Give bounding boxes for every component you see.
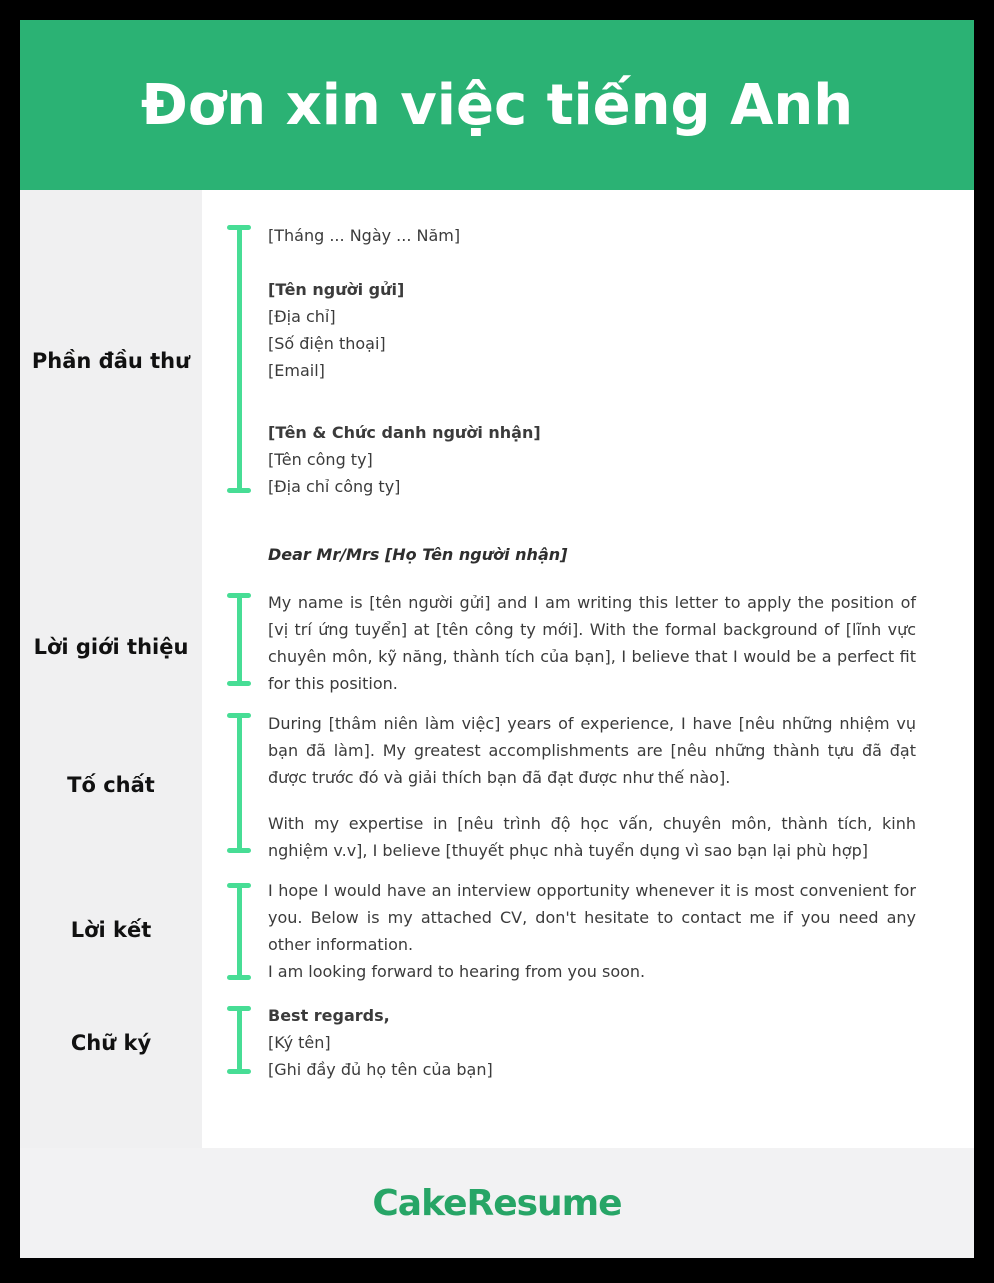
- closing-line: I am looking forward to hearing from you soon.: [268, 962, 646, 981]
- qualities-block: [268, 710, 916, 864]
- bracket-stem: [237, 1008, 242, 1072]
- footer: [20, 1148, 974, 1258]
- sender-name: [Tên người gửi]: [268, 280, 405, 299]
- date-line: [Tháng ... Ngày ... Năm]: [268, 226, 461, 245]
- sidebar-label-introduction: Lời giới thiệu: [33, 635, 189, 659]
- bracket-stem: [237, 595, 242, 684]
- bracket-introduction: [227, 593, 251, 686]
- sender-phone: [Số điện thoại]: [268, 334, 386, 353]
- salutation: Dear Mr/Mrs [Họ Tên người nhận]: [268, 545, 568, 564]
- bracket-signature: [227, 1006, 251, 1074]
- closing-block: [268, 877, 916, 985]
- recipient-company-address: [Địa chỉ công ty]: [268, 477, 401, 496]
- bracket-stem: [237, 715, 242, 851]
- sender-block: [268, 276, 916, 384]
- signoff: Best regards,: [268, 1006, 390, 1025]
- cakeresume-logo: CakeResume: [372, 1182, 622, 1224]
- sidebar-label-closing: Lời kết: [70, 918, 152, 942]
- bracket-stem: [237, 227, 242, 491]
- recipient-block: [268, 419, 916, 500]
- sender-email: [Email]: [268, 361, 325, 380]
- sender-address: [Địa chỉ]: [268, 307, 336, 326]
- banner: [20, 20, 974, 190]
- sidebar-label-qualities: Tố chất: [67, 773, 155, 797]
- qualities-paragraph-2: With my expertise in [nêu trình độ học vấn, chuyên môn, thành tích, kinh nghiệm v.v], I believe [thuyết phục nhà tuyển dụng vì sao bạn lại phù hợp]: [268, 814, 916, 860]
- page-title: Đơn xin việc tiếng Anh: [140, 72, 854, 138]
- sidebar-label-letter-head: Phần đầu thư: [31, 349, 191, 373]
- closing-paragraph: I hope I would have an interview opportunity whenever it is most convenient for you. Below is my attached CV, don't hesitate to contact me if you need any other information.: [268, 881, 916, 954]
- bracket-stem: [237, 885, 242, 978]
- letter-body: [202, 190, 974, 1148]
- signature-block: [268, 1002, 916, 1083]
- qualities-paragraph-1: During [thâm niên làm việc] years of experience, I have [nêu những nhiệm vụ bạn đã làm]. My greatest accomplishments are [nêu những thành tựu đã đạt được trước đó và giải thích bạn đã đạt được như thế nào].: [268, 714, 916, 787]
- recipient-name-title: [Tên & Chức danh người nhận]: [268, 423, 541, 442]
- signature-placeholder: [Ký tên]: [268, 1033, 331, 1052]
- letter-head-block: [268, 222, 916, 500]
- bracket-letter-head: [227, 225, 251, 493]
- bracket-qualities: [227, 713, 251, 853]
- introduction-paragraph: My name is [tên người gửi] and I am writing this letter to apply the position of [vị trí ứng tuyển] at [tên công ty mới]. With the formal background of [lĩnh vực chuyên môn, kỹ năng, thành tích của bạn], I believe that I would be a perfect fit for this position.: [268, 593, 916, 693]
- bracket-closing: [227, 883, 251, 980]
- page-inner: [20, 20, 974, 1258]
- sidebar: [20, 190, 202, 1148]
- sidebar-label-signature: Chữ ký: [70, 1031, 152, 1055]
- recipient-company: [Tên công ty]: [268, 450, 373, 469]
- full-name-placeholder: [Ghi đầy đủ họ tên của bạn]: [268, 1060, 493, 1079]
